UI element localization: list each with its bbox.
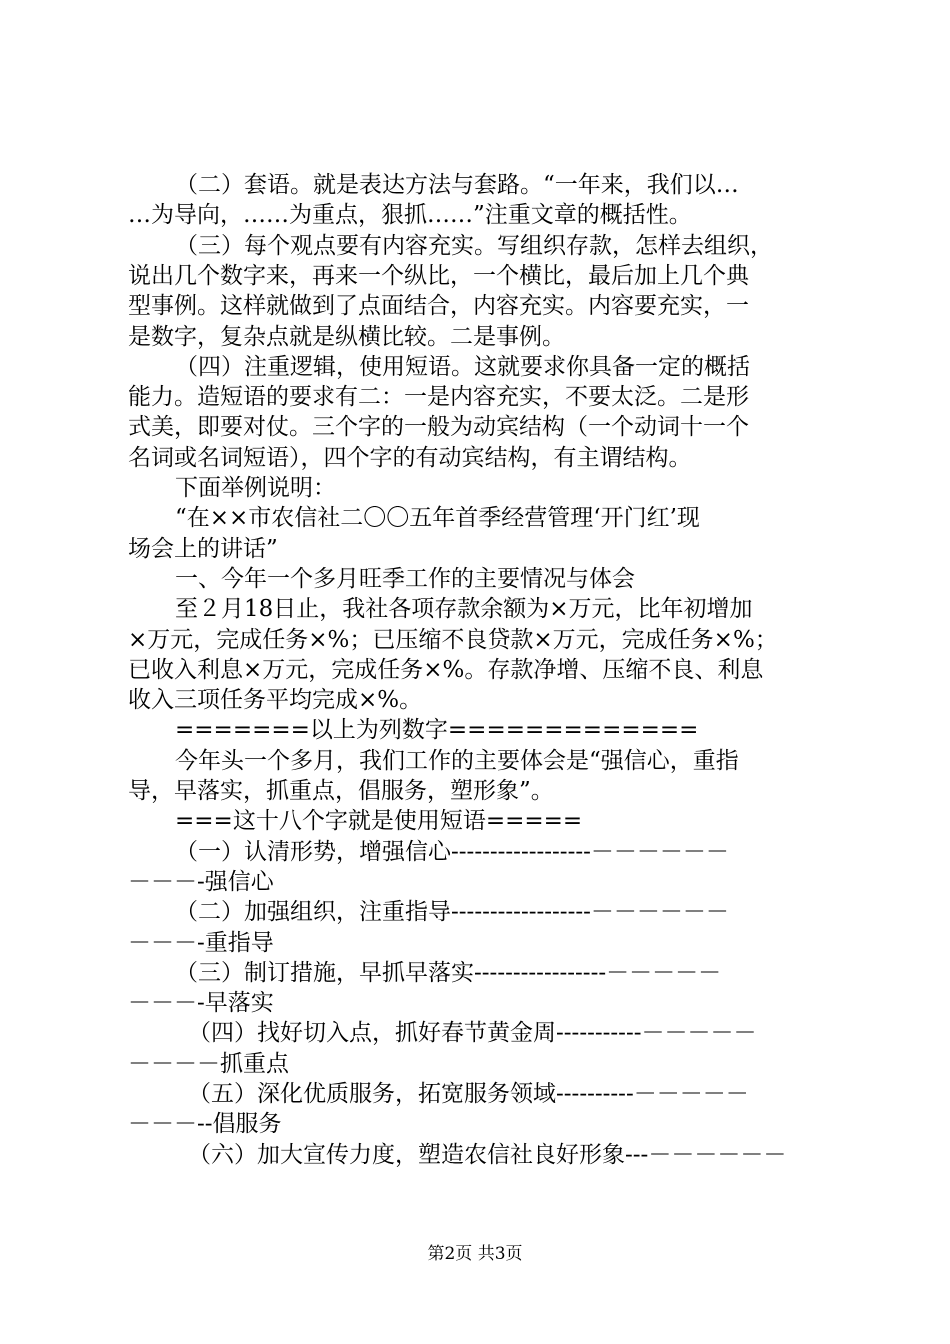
text-line: 是数字，复杂点就是纵横比较。二是事例。: [128, 323, 565, 350]
text-line: 能力。造短语的要求有二：一是内容充实，不要太泛。二是形: [128, 384, 749, 411]
text-line: 今年头一个多月，我们工作的主要体会是“强信心，重指: [175, 747, 739, 774]
text-line: 一、今年一个多月旺季工作的主要情况与体会: [175, 565, 635, 592]
text-line: 说出几个数字来，再来一个纵比，一个横比，最后加上几个典: [128, 262, 749, 289]
text-line: （四）注重逻辑，使用短语。这就要求你具备一定的概括: [175, 353, 750, 380]
text-line: ===这十八个字就是使用短语=====: [175, 808, 583, 835]
text-line: 已收入利息×万元，完成任务×%。存款净增、压缩不良、利息: [128, 656, 764, 683]
text-line: （二）套语。就是表达方法与套路。“一年来，我们以…: [175, 172, 739, 198]
text-line: （三）制订措施，早抓早落实-----------------－－－－－: [175, 959, 722, 986]
text-line: 型事例。这样就做到了点面结合，内容充实。内容要充实，一: [128, 293, 749, 320]
text-line: 场会上的讲话”: [128, 535, 278, 562]
text-line: “在××市农信社二〇〇五年首季经营管理‘开门红’现: [175, 505, 700, 532]
text-line: 下面举例说明：: [175, 475, 336, 501]
text-line: －－－-强信心: [128, 868, 274, 895]
text-line: 收入三项任务平均完成×%。: [128, 687, 423, 714]
text-line: （一）认清形势，增强信心------------------－－－－－－: [175, 838, 729, 865]
text-line: …为导向，……为重点，狠抓……”注重文章的概括性。: [128, 202, 692, 229]
text-line: （五）深化优质服务，拓宽服务领域----------－－－－－: [188, 1081, 749, 1107]
text-line: 至２月18日止，我社各项存款余额为×万元，比年初增加: [175, 596, 753, 623]
page-number-label: 第2页 共3页: [427, 1244, 523, 1264]
text-line: 名词或名词短语），四个字的有动宾结构，有主谓结构。: [128, 444, 692, 471]
text-line: （四）找好切入点，抓好春节黄金周-----------－－－－－: [188, 1020, 757, 1047]
text-line: =======以上为列数字=============: [175, 717, 699, 744]
text-line: 导，早落实，抓重点，倡服务，塑形象”。: [128, 778, 554, 804]
text-line: （二）加强组织，注重指导------------------－－－－－－: [175, 899, 729, 926]
text-line: （三）每个观点要有内容充实。写组织存款，怎样去组织，: [175, 232, 773, 259]
page-footer: [0, 1243, 950, 1265]
text-line: －－－-重指导: [128, 929, 274, 956]
text-line: －－－--倡服务: [128, 1111, 282, 1138]
text-line: －－－-早落实: [128, 990, 274, 1017]
text-line: 式美，即要对仗。三个字的一般为动宾结构（一个动词十一个: [128, 414, 749, 441]
text-line: －－－－抓重点: [128, 1050, 289, 1077]
text-line: （六）加大宣传力度，塑造农信社良好形象---－－－－－－: [188, 1141, 787, 1168]
text-line: ×万元，完成任务×%；已压缩不良贷款×万元，完成任务×%；: [128, 626, 778, 653]
